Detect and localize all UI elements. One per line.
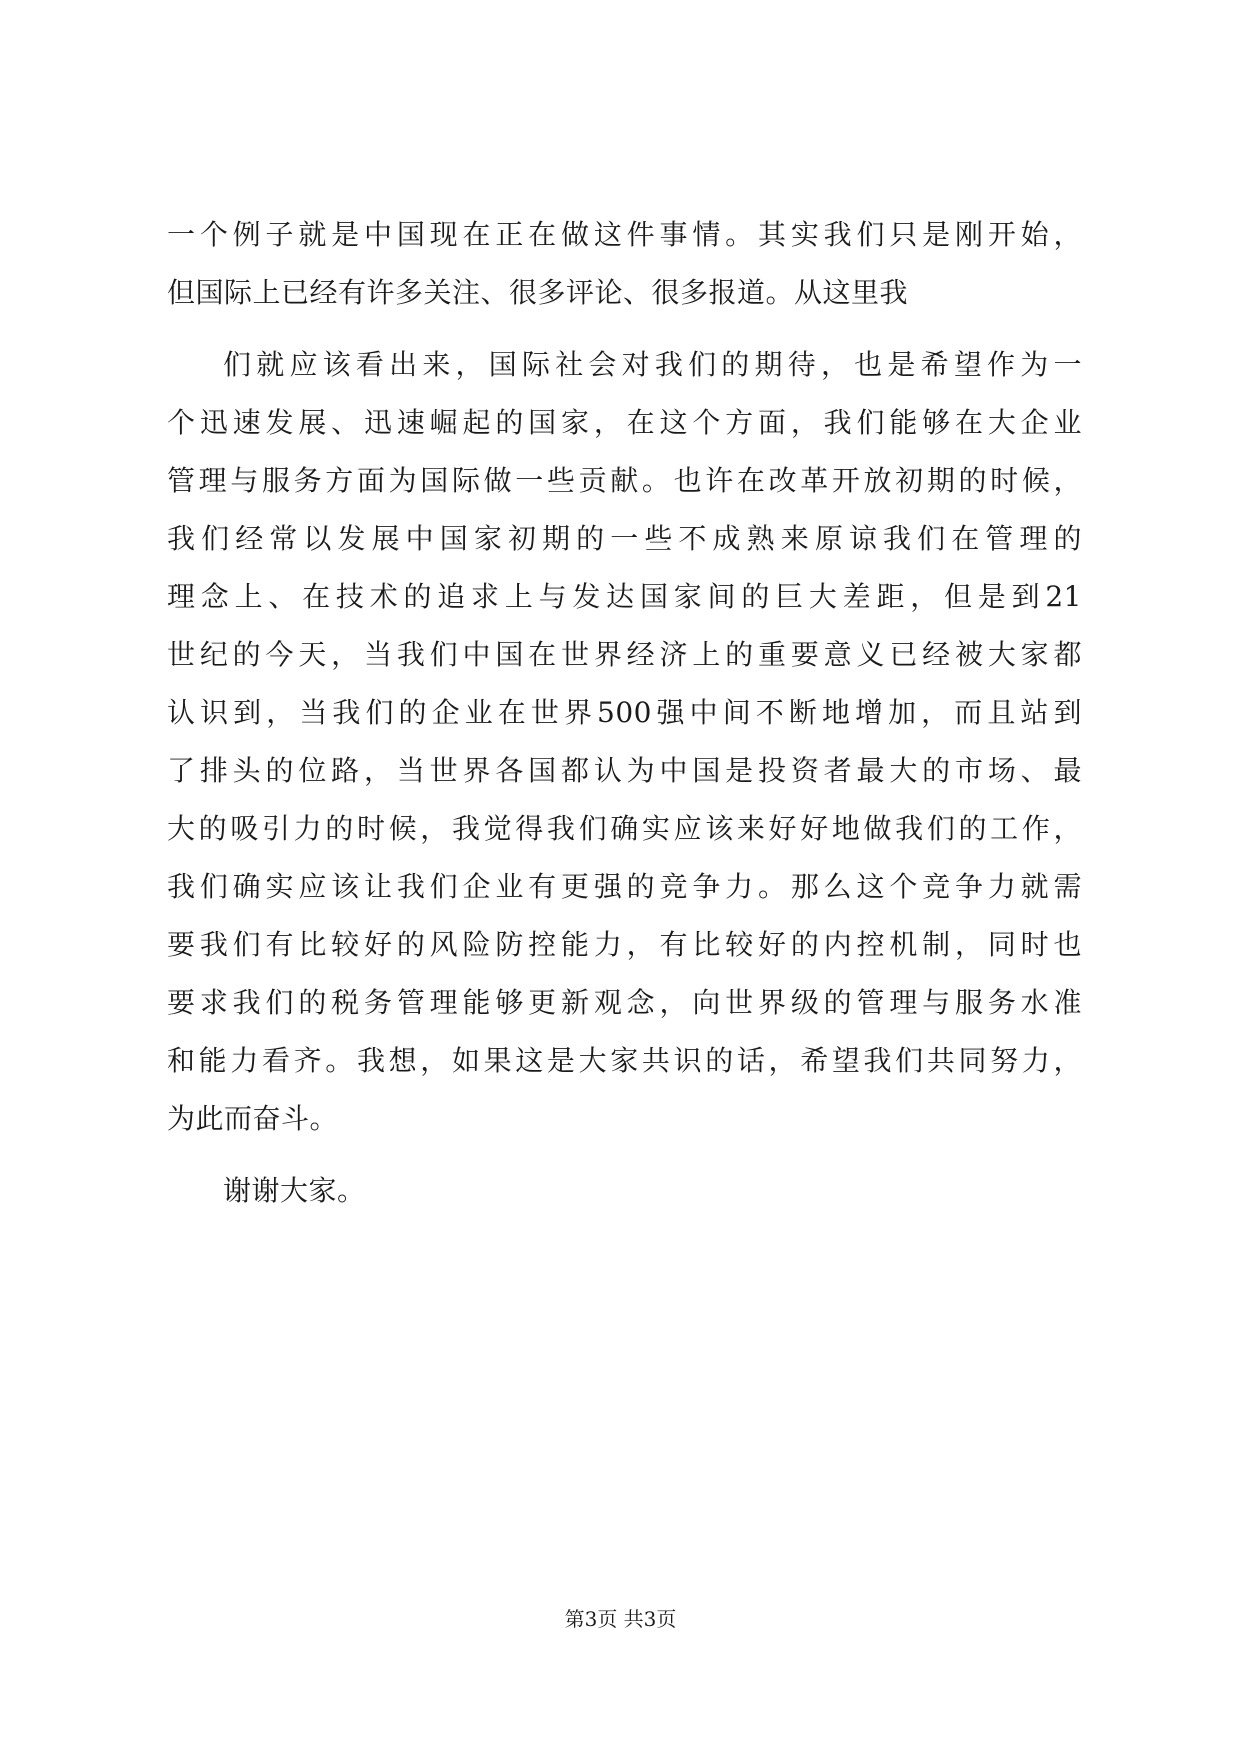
text-line: 一个例子就是中国现在正在做这件事情。其实我们只是刚开始， [167, 218, 1082, 251]
text-line: 为此而奋斗。 [167, 1102, 339, 1135]
text-line: 个迅速发展、迅速崛起的国家，在这个方面，我们能够在大企业 [167, 406, 1082, 439]
text-line: 但国际上已经有许多关注、很多评论、很多报道。从这里我 [167, 276, 909, 309]
page-footer [0, 1605, 1241, 1633]
text-line: 们就应该看出来，国际社会对我们的期待，也是希望作为一 [223, 348, 1082, 381]
closing-line: 谢谢大家。 [223, 1174, 366, 1207]
text-line: 理念上、在技术的追求上与发达国家间的巨大差距，但是到21 [167, 580, 1082, 613]
text-line: 要我们有比较好的风险防控能力，有比较好的内控机制，同时也 [167, 928, 1082, 961]
page-number: 第3页 共3页 [564, 1607, 677, 1631]
paragraph-gap [167, 322, 1082, 336]
paragraph-gap [167, 1148, 1082, 1162]
text-line: 要求我们的税务管理能够更新观念，向世界级的管理与服务水准 [167, 986, 1082, 1019]
text-line: 管理与服务方面为国际做一些贡献。也许在改革开放初期的时候， [167, 464, 1082, 497]
text-line: 认识到，当我们的企业在世界500强中间不断地增加，而且站到 [167, 696, 1082, 729]
text-line: 我们确实应该让我们企业有更强的竞争力。那么这个竞争力就需 [167, 870, 1082, 903]
text-line: 我们经常以发展中国家初期的一些不成熟来原谅我们在管理的 [167, 522, 1082, 555]
text-line: 大的吸引力的时候，我觉得我们确实应该来好好地做我们的工作， [167, 812, 1082, 845]
text-line: 世纪的今天，当我们中国在世界经济上的重要意义已经被大家都 [167, 638, 1082, 671]
text-line: 和能力看齐。我想，如果这是大家共识的话，希望我们共同努力， [167, 1044, 1082, 1077]
document-body [167, 206, 1082, 1220]
text-line: 了排头的位路，当世界各国都认为中国是投资者最大的市场、最 [167, 754, 1082, 787]
